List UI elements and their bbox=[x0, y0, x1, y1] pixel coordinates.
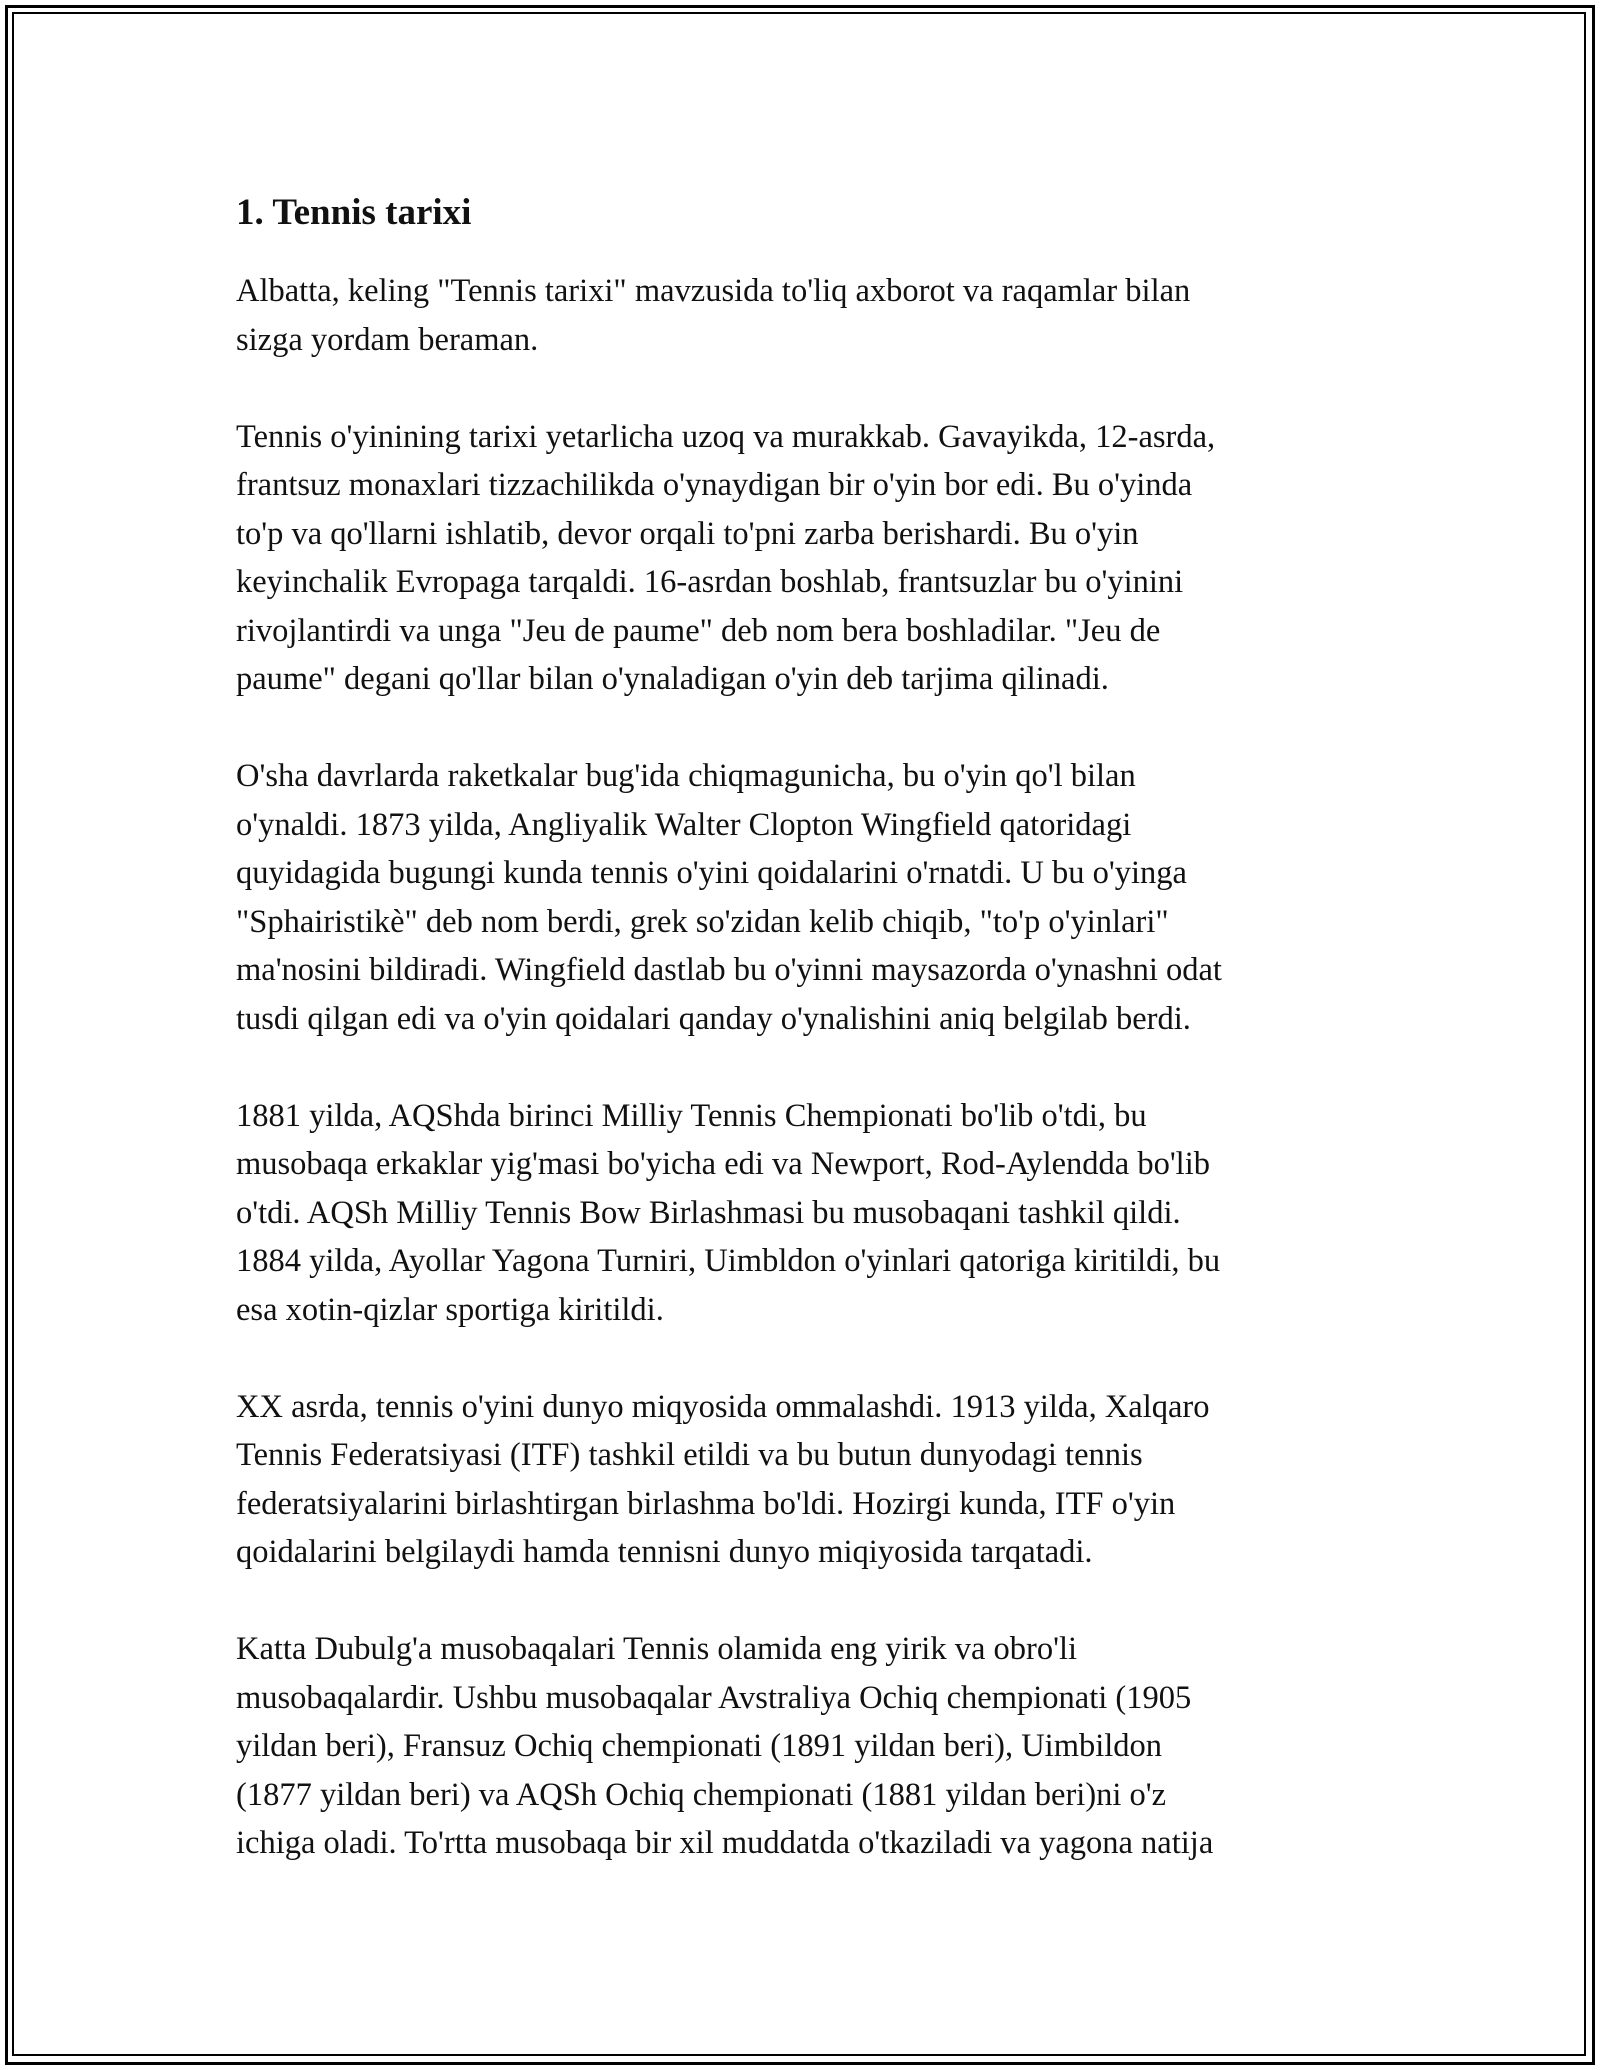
text-line: O'sha davrlarda raketkalar bug'ida chiqmagunicha, bu o'yin qo'l bilan bbox=[236, 758, 1136, 794]
text-line: sizga yordam beraman. bbox=[236, 321, 539, 358]
text-line: (1877 yildan beri) va AQSh Ochiq chempionati (1881 yildan beri)ni o'z bbox=[236, 1776, 1167, 1813]
text-line: XX asrda, tennis o'yini dunyo miqyosida ommalashdi. 1913 yilda, Xalqaro bbox=[236, 1388, 1210, 1425]
paragraph-usa-championship bbox=[236, 1092, 1366, 1335]
text-line: yildan beri), Fransuz Ochiq chempionati (1891 yildan beri), Uimbildon bbox=[236, 1728, 1163, 1764]
paragraph-origins bbox=[236, 413, 1366, 704]
paragraph-intro bbox=[236, 267, 1366, 364]
paragraph-grand-slam bbox=[236, 1625, 1366, 1868]
text-line: 1881 yilda, AQShda birinci Milliy Tennis Chempionati bo'lib o'tdi, bu bbox=[236, 1097, 1147, 1134]
text-line: musobaqa erkaklar yig'masi bo'yicha edi va Newport, Rod-Aylendda bo'lib bbox=[236, 1146, 1210, 1182]
text-line: Tennis o'yinining tarixi yetarlicha uzoq va murakkab. Gavayikda, 12-asrda, bbox=[236, 418, 1216, 455]
text-line: rivojlantirdi va unga "Jeu de paume" deb nom bera boshladilar. "Jeu de bbox=[236, 612, 1161, 649]
text-line: federatsiyalarini birlashtirgan birlashma bo'ldi. Hozirgi kunda, ITF o'yin bbox=[236, 1485, 1176, 1522]
text-line: musobaqalardir. Ushbu musobaqalar Avstraliya Ochiq chempionati (1905 bbox=[236, 1679, 1192, 1716]
text-line: ma'nosini bildiradi. Wingfield dastlab bu o'yinni maysazorda o'ynashni odat bbox=[236, 952, 1222, 988]
text-line: tusdi qilgan edi va o'yin qoidalari qanday o'ynalishini aniq belgilab berdi. bbox=[236, 1000, 1191, 1037]
text-line: keyinchalik Evropaga tarqaldi. 16-asrdan boshlab, frantsuzlar bu o'yinini bbox=[236, 564, 1184, 600]
paragraph-wingfield bbox=[236, 752, 1366, 1043]
text-line: Tennis Federatsiyasi (ITF) tashkil etildi va bu butun dunyodagi tennis bbox=[236, 1437, 1143, 1473]
text-line: Albatta, keling "Tennis tarixi" mavzusida to'liq axborot va raqamlar bilan bbox=[236, 273, 1191, 309]
text-line: 1884 yilda, Ayollar Yagona Turniri, Uimbldon o'yinlari qatoriga kiritildi, bu bbox=[236, 1243, 1221, 1279]
text-line: frantsuz monaxlari tizzachilikda o'ynaydigan bir o'yin bor edi. Bu o'yinda bbox=[236, 467, 1193, 503]
text-line: to'p va qo'llarni ishlatib, devor orqali to'pni zarba berishardi. Bu o'yin bbox=[236, 515, 1139, 552]
text-line: Katta Dubulg'a musobaqalari Tennis olamida eng yirik va obro'li bbox=[236, 1631, 1078, 1667]
section-heading: 1. Tennis tarixi bbox=[236, 192, 472, 233]
text-line: esa xotin-qizlar sportiga kiritildi. bbox=[236, 1291, 664, 1328]
text-line: paume" degani qo'llar bilan o'ynaladigan o'yin deb tarjima qilinadi. bbox=[236, 661, 1109, 697]
text-line: o'ynaldi. 1873 yilda, Angliyalik Walter Clopton Wingfield qatoridagi bbox=[236, 806, 1132, 843]
paragraph-itf bbox=[236, 1383, 1366, 1577]
text-line: o'tdi. AQSh Milliy Tennis Bow Birlashmasi bu musobaqani tashkil qildi. bbox=[236, 1194, 1181, 1231]
document-body bbox=[236, 185, 1366, 1916]
text-line: "Sphairistikè" deb nom berdi, grek so'zidan kelib chiqib, "to'p o'yinlari" bbox=[236, 903, 1169, 940]
text-line: qoidalarini belgilaydi hamda tennisni dunyo miqiyosida tarqatadi. bbox=[236, 1534, 1093, 1570]
text-line: quyidagida bugungi kunda tennis o'yini qoidalarini o'rnatdi. U bu o'yinga bbox=[236, 855, 1187, 891]
text-line: ichiga oladi. To'rtta musobaqa bir xil muddatda o'tkaziladi va yagona natija bbox=[236, 1825, 1214, 1861]
